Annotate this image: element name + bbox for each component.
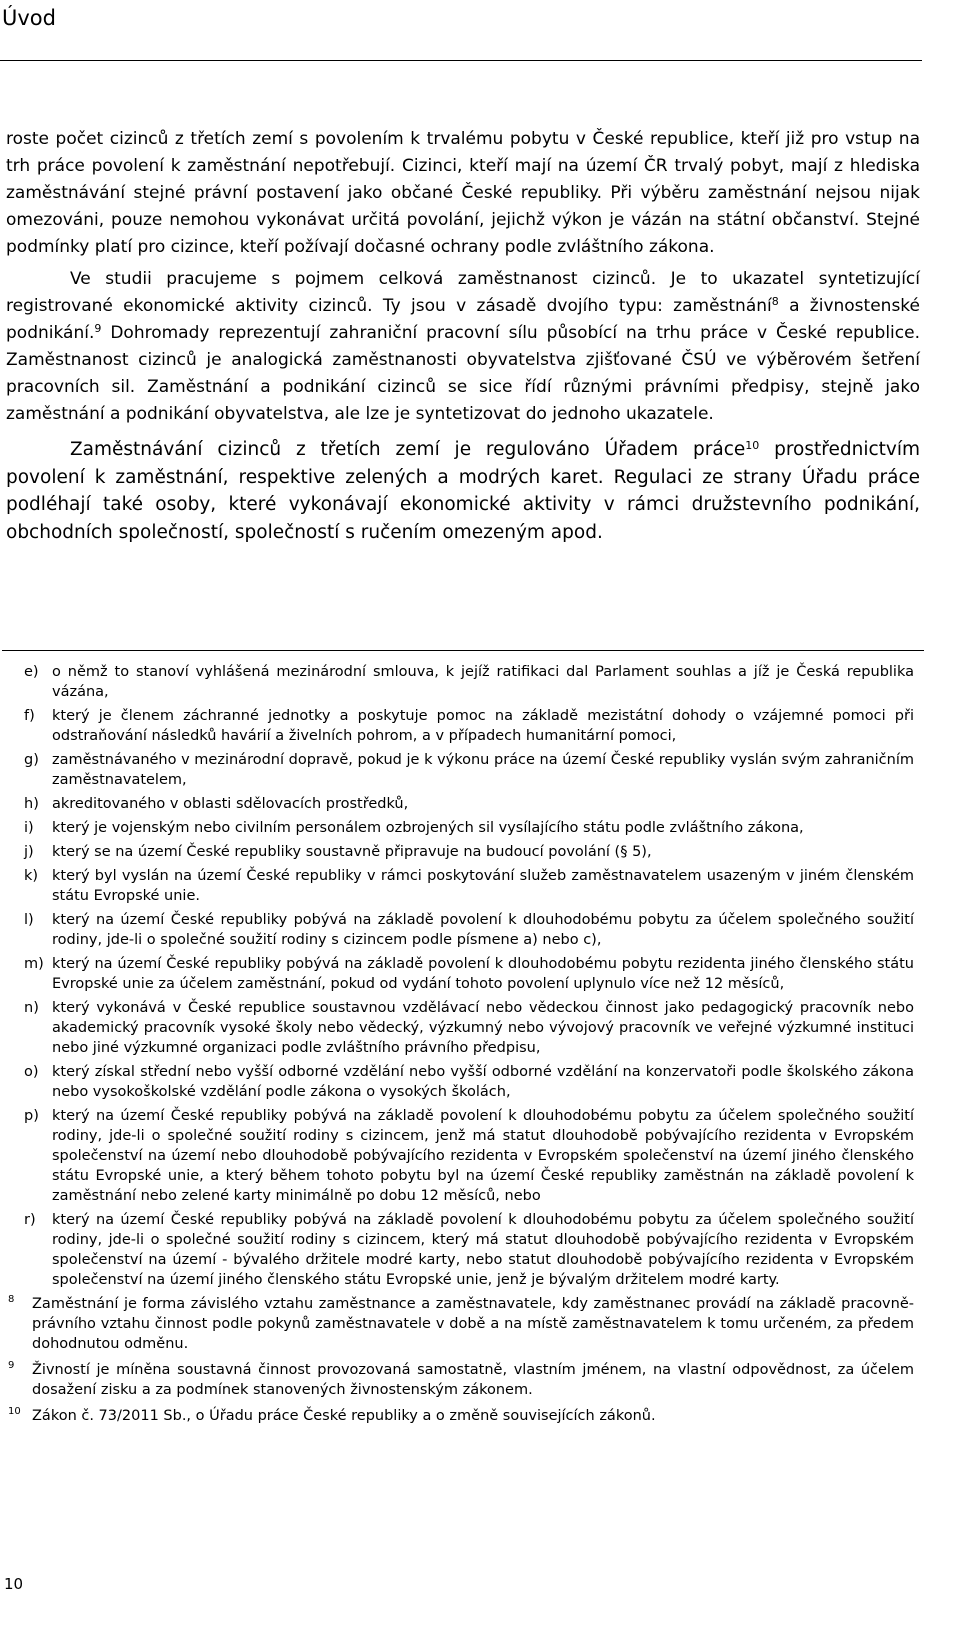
list-item-letter: n) — [24, 1000, 39, 1016]
list-item — [8, 794, 914, 814]
footnote-9 — [8, 1360, 914, 1400]
header-divider — [0, 60, 922, 61]
paragraph-2-part-a: Ve studii pracujeme s pojmem celková zaměstnanost cizinců. Je to ukazatel syntetizující registrované ekonomické aktivity cizinců. Ty jsou v zásadě dvojího typu: zaměstnání — [6, 269, 920, 316]
paragraph-2 — [6, 266, 920, 428]
list-item-text: který je členem záchranné jednotky a poskytuje pomoc na základě mezistátní dohody o vzájemné pomoci při odstraňování následků havárií a živelních pohrom, a v případech humanitární pomoci, — [52, 708, 914, 744]
page-number: 10 — [4, 1575, 24, 1593]
list-item-text: který se na území České republiky soustavně připravuje na budoucí povolání (§ 5), — [52, 844, 652, 860]
list-item — [8, 750, 914, 790]
footnote-8 — [8, 1294, 914, 1354]
list-item-text: který získal střední nebo vyšší odborné vzdělání nebo vyšší odborné vzdělání na konzervatoři podle školského zákona nebo vysokoškolské vzdělání podle zákona o vysokých školách, — [52, 1064, 914, 1100]
section-title: Úvod — [2, 6, 56, 30]
list-item-letter: e) — [24, 664, 39, 680]
paragraph-3-part-b: prostřednictvím povolení k zaměstnání, respektive zelených a modrých karet. Regulaci ze strany Úřadu práce podléhají také osoby, které vykonávají ekonomické aktivity v rámci družstevního podnikání, obchodních společností, společností s ručením omezeným apod. — [6, 439, 920, 543]
main-text — [6, 126, 920, 546]
list-item-text: zaměstnávaného v mezinárodní dopravě, pokud je k výkonu práce na území České republiky vyslán svým zahraničním zaměstnavatelem, — [52, 752, 914, 788]
list-item — [8, 998, 914, 1058]
paragraph-3 — [6, 436, 920, 546]
list-item-text: který je vojenským nebo civilním personálem ozbrojených sil vysílajícího státu podle zvláštního zákona, — [52, 820, 804, 836]
footnote-ref-10[interactable]: 10 — [745, 439, 760, 452]
paragraph-1: roste počet cizinců z třetích zemí s povolením k trvalému pobytu v České republice, kteří již pro vstup na trh práce povolení k zaměstnání nepotřebují. Cizinci, kteří mají na území ČR trvalý pobyt, mají z hlediska zaměstnávání stejné právní postavení jako občané České republiky. Při výběru zaměstnání nejsou nijak omezováni, pouze nemohou vykonávat určitá povolání, jejichž výkon je vázán na státní občanství. Stejné podmínky platí pro cizince, kteří požívají dočasné ochrany podle zvláštního zákona. — [6, 129, 920, 257]
list-item-letter: g) — [24, 752, 39, 768]
list-item-text: který vykonává v České republice soustavnou vzdělávací nebo vědeckou činnost jako pedagogický pracovník nebo akademický pracovník vysoké školy nebo vědecký, výzkumný nebo vývojový pracovník ve veřejné výzkumné instituci nebo jiné výzkumné organizaci podle zvláštního právního předpisu, — [52, 1000, 914, 1056]
footnote-divider — [2, 650, 924, 651]
list-item-letter: i) — [24, 820, 34, 836]
list-item-letter: f) — [24, 708, 35, 724]
footnote-number: 8 — [8, 1294, 15, 1305]
paragraph-3-part-a: Zaměstnávání cizinců z třetích zemí je regulováno Úřadem práce — [70, 439, 746, 460]
footnotes-section — [8, 662, 914, 1432]
list-item-letter: h) — [24, 796, 39, 812]
list-item-text: akreditovaného v oblasti sdělovacích prostředků, — [52, 796, 409, 812]
footnote-ref-9[interactable]: 9 — [94, 322, 102, 335]
list-item-text: který na území České republiky pobývá na základě povolení k dlouhodobému pobytu rezidenta jiného členského státu Evropské unie za účelem zaměstnání, pokud od vydání tohoto povolení uplynulo více než 12 měsíců, — [52, 956, 914, 992]
list-item-letter: l) — [24, 912, 34, 928]
footnote-text: Živností je míněna soustavná činnost provozovaná samostatně, vlastním jménem, na vlastní odpovědnost, za účelem dosažení zisku a za podmínek stanovených živnostenským zákonem. — [32, 1362, 914, 1398]
list-item-letter: r) — [24, 1212, 36, 1228]
list-item-letter: m) — [24, 956, 44, 972]
paragraph-2-part-c: Dohromady reprezentují zahraniční pracovní sílu působící na trhu práce v České republice. Zaměstnanost cizinců je analogická zaměstnanosti obyvatelstva zjišťované ČSÚ ve výběrovém šetření pracovních sil. Zaměstnání a podnikání cizinců se sice řídí různými právními předpisy, stejně jako zaměstnání a podnikání obyvatelstva, ale lze je syntetizovat do jednoho ukazatele. — [6, 323, 920, 424]
list-item — [8, 842, 914, 862]
list-item — [8, 866, 914, 906]
list-item — [8, 954, 914, 994]
footnote-number: 10 — [8, 1406, 21, 1417]
paragraph-2-part-b: a živnostenské podnikání. — [6, 296, 920, 343]
footnote-item-list — [8, 662, 914, 1290]
list-item-text: který na území České republiky pobývá na základě povolení k dlouhodobému pobytu za účelem společného soužití rodiny, jde-li o společné soužití rodiny s cizincem, jenž má statut dlouhodobě pobývajícího rezidenta v Evropském společenství na území nebo dlouhodobě pobývajícího rezidenta v Evropském společenství na území jiného členského státu Evropské unie, a který během tohoto pobytu byl na území České republiky zaměstnán na základě povolení k zaměstnání nebo zelené karty minimálně po dobu 12 měsíců, nebo — [52, 1108, 914, 1204]
list-item-text: který byl vyslán na území České republiky v rámci poskytování služeb zaměstnavatelem usazeným v jiném členském státu Evropské unie. — [52, 868, 914, 904]
footnote-text: Zaměstnání je forma závislého vztahu zaměstnance a zaměstnavatele, kdy zaměstnanec provádí na základě pracovně-právního vztahu činnost podle pokynů zaměstnavatele v době a na místě zaměstnavatelem k tomu určeném, za předem dohodnutou odměnu. — [32, 1296, 914, 1352]
list-item-letter: k) — [24, 868, 39, 884]
footnote-ref-8[interactable]: 8 — [771, 295, 779, 308]
list-item-text: který na území České republiky pobývá na základě povolení k dlouhodobému pobytu za účelem společného soužití rodiny, jde-li o společné soužití rodiny s cizincem, který má statut dlouhodobě pobývajícího rezidenta v Evropském společenství na území - bývalého držitele modré karty, nebo statut dlouhodobě pobývajícího rezidenta v Evropském společenství na území jiného členského státu Evropské unie, jenž je bývalým držitelem modré karty. — [52, 1212, 914, 1288]
list-item-letter: o) — [24, 1064, 39, 1080]
footnote-number: 9 — [8, 1360, 15, 1371]
list-item — [8, 1062, 914, 1102]
list-item-text: o němž to stanoví vyhlášená mezinárodní smlouva, k jejíž ratifikaci dal Parlament souhlas a jíž je Česká republika vázána, — [52, 664, 914, 700]
list-item-text: který na území České republiky pobývá na základě povolení k dlouhodobému pobytu za účelem společného soužití rodiny, jde-li o společné soužití rodiny s cizincem podle písmene a) nebo c), — [52, 912, 914, 948]
footnote-10 — [8, 1406, 914, 1426]
list-item — [8, 818, 914, 838]
list-item-letter: p) — [24, 1108, 39, 1124]
list-item — [8, 1106, 914, 1206]
list-item — [8, 910, 914, 950]
list-item — [8, 662, 914, 702]
footnote-text: Zákon č. 73/2011 Sb., o Úřadu práce České republiky a o změně souvisejících zákonů. — [32, 1408, 656, 1424]
list-item-letter: j) — [24, 844, 34, 860]
list-item — [8, 1210, 914, 1290]
page-header — [2, 4, 932, 32]
list-item — [8, 706, 914, 746]
